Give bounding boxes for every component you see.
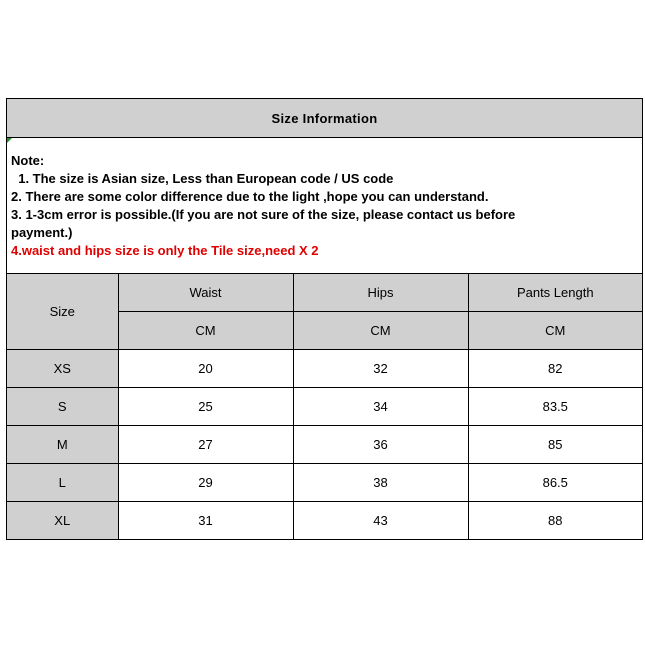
table-row [7, 464, 642, 502]
table-row [7, 502, 642, 540]
unit-waist: CM [118, 312, 293, 350]
hips-value: 36 [293, 426, 468, 464]
hips-value: 43 [293, 502, 468, 540]
size-label: M [7, 426, 118, 464]
notes-section [7, 138, 642, 274]
unit-length: CM [468, 312, 642, 350]
note-line-1: 1. The size is Asian size, Less than European code / US code [11, 171, 394, 186]
note-line-3: 3. 1-3cm error is possible.(If you are not sure of the size, please contact us before [11, 207, 516, 222]
size-label: L [7, 464, 118, 502]
waist-value: 20 [118, 350, 293, 388]
size-table [7, 274, 642, 539]
waist-value: 31 [118, 502, 293, 540]
hips-value: 38 [293, 464, 468, 502]
waist-value: 25 [118, 388, 293, 426]
size-label: XL [7, 502, 118, 540]
waist-value: 27 [118, 426, 293, 464]
note-line-3-cont: payment.) [11, 225, 73, 240]
hips-value: 34 [293, 388, 468, 426]
table-row [7, 388, 642, 426]
chart-title: Size Information [7, 99, 642, 138]
length-value: 82 [468, 350, 642, 388]
size-chart [6, 98, 643, 540]
size-label: S [7, 388, 118, 426]
column-header-waist: Waist [118, 274, 293, 312]
table-row [7, 426, 642, 464]
table-header-row [7, 274, 642, 312]
length-value: 88 [468, 502, 642, 540]
length-value: 86.5 [468, 464, 642, 502]
length-value: 85 [468, 426, 642, 464]
column-header-hips: Hips [293, 274, 468, 312]
length-value: 83.5 [468, 388, 642, 426]
cell-comment-marker [7, 138, 12, 143]
size-label: XS [7, 350, 118, 388]
note-line-4: 4.waist and hips size is only the Tile size,need X 2 [11, 243, 319, 258]
table-row [7, 350, 642, 388]
column-header-length: Pants Length [468, 274, 642, 312]
hips-value: 32 [293, 350, 468, 388]
waist-value: 29 [118, 464, 293, 502]
unit-hips: CM [293, 312, 468, 350]
size-header: Size [7, 274, 118, 350]
note-line-2: 2. There are some color difference due to the light ,hope you can understand. [11, 189, 489, 204]
notes-heading: Note: [11, 153, 45, 168]
